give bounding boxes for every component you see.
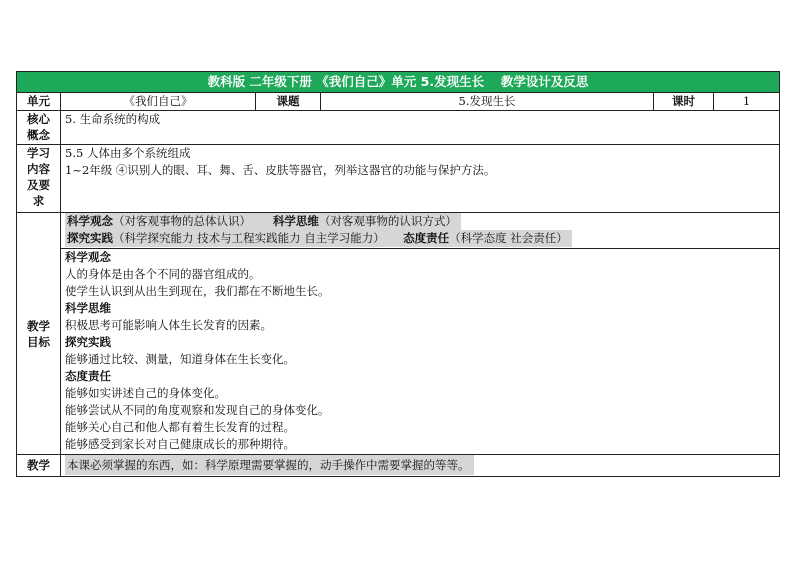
category-inquiry-practice: 探究实践 <box>67 231 113 245</box>
goal-line: 使学生认识到从出生到现在，我们都在不断地生长。 <box>65 284 330 298</box>
teaching-value-cell <box>61 455 780 477</box>
goals-label-line: 目标 <box>27 334 50 349</box>
goal-line: 能够通过比较、测量，知道身体在生长变化。 <box>65 352 295 366</box>
content-label-line: 学习 <box>27 146 50 160</box>
title-row <box>17 72 780 93</box>
lesson-plan-document <box>16 71 779 477</box>
learning-content-label <box>17 145 61 213</box>
category-highlight-1 <box>65 213 461 230</box>
teaching-value: 本课必须掌握的东西，如：科学原理需要掌握的，动手操作中需要掌握的等等。 <box>65 455 474 475</box>
goals-categories <box>61 213 780 249</box>
goal-line: 能够尝试从不同的角度观察和发现自己的身体变化。 <box>65 403 330 417</box>
unit-value: 《我们自己》 <box>61 93 256 111</box>
core-concept-text: 5. 生命系统的构成 <box>65 112 161 126</box>
category-science-thinking-desc: （对客观事物的认识方式） <box>318 214 457 228</box>
hours-label: 课时 <box>654 93 714 111</box>
category-science-thinking: 科学思维 <box>272 214 319 228</box>
hours-value: 1 <box>714 93 780 111</box>
category-attitude-responsibility: 态度责任 <box>403 231 450 245</box>
goal-line: 能够关心自己和他人都有着生长发育的过程。 <box>65 420 295 434</box>
category-science-concept: 科学观念 <box>67 214 113 228</box>
unit-label: 单元 <box>17 93 61 111</box>
document-title: 教科版 二年级下册 《我们自己》单元 5.发现生长 教学设计及反思 <box>17 72 780 93</box>
topic-label: 课题 <box>256 93 321 111</box>
core-concept-row <box>17 111 780 145</box>
core-concept-label <box>17 111 61 145</box>
content-label-line: 及要 <box>27 178 50 192</box>
core-concept-value <box>61 111 780 145</box>
learning-content-value <box>61 145 780 213</box>
goals-detail-row <box>17 249 780 455</box>
goals-detail <box>61 249 780 455</box>
content-line: 1~2年级 ④识别人的眼、耳、舞、舌、皮肤等器官，列举这器官的功能与保护方法。 <box>65 163 496 177</box>
topic-value: 5.发现生长 <box>321 93 654 111</box>
goal-section-title: 科学观念 <box>65 250 111 264</box>
teaching-row <box>17 455 780 477</box>
core-label-line: 概念 <box>27 128 50 142</box>
goal-section-title: 科学思维 <box>65 301 111 315</box>
goal-section-title: 探究实践 <box>65 335 111 349</box>
category-attitude-responsibility-desc: （科学态度 社会责任） <box>449 231 568 245</box>
goal-line: 人的身体是由各个不同的器官组成的。 <box>65 267 261 281</box>
goals-category-row <box>17 213 780 249</box>
teaching-goals-label <box>17 213 61 455</box>
category-inquiry-practice-desc: （科学探究能力 技术与工程实践能力 自主学习能力） <box>113 231 385 245</box>
core-label-line: 核心 <box>27 112 50 126</box>
goal-line: 能够感受到家长对自己健康成长的那种期待。 <box>65 437 295 451</box>
content-label-line: 内容 <box>27 162 50 176</box>
header-row <box>17 93 780 111</box>
lesson-plan-table <box>16 71 780 477</box>
goal-line: 能够如实讲述自己的身体变化。 <box>65 386 226 400</box>
category-science-concept-desc: （对客观事物的总体认识） <box>113 214 251 228</box>
learning-content-row <box>17 145 780 213</box>
content-line: 5.5 人体由多个系统组成 <box>65 146 191 160</box>
goal-section-title: 态度责任 <box>65 369 111 383</box>
teaching-label: 教学 <box>17 455 61 477</box>
category-highlight-2 <box>65 230 572 247</box>
goal-line: 积极思考可能影响人体生长发育的因素。 <box>65 318 272 332</box>
content-label-line: 求 <box>32 194 45 208</box>
goals-label-line: 教学 <box>27 318 50 333</box>
